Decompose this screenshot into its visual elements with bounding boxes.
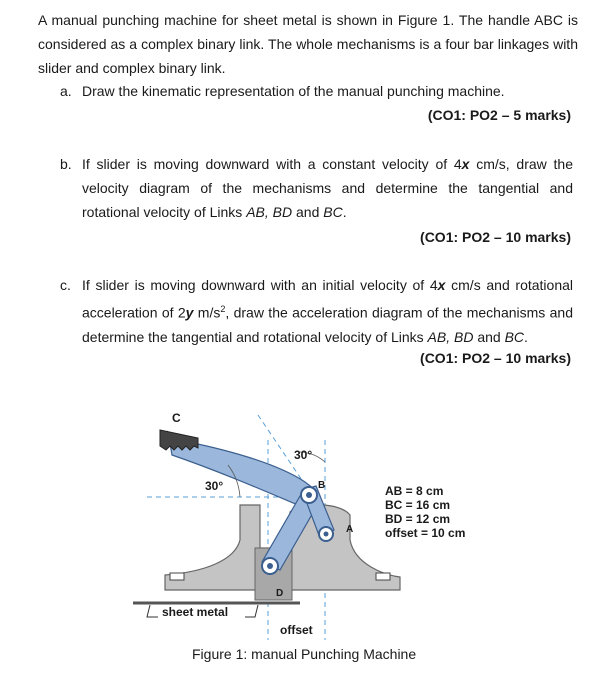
- pivot-d-pin: [267, 563, 273, 569]
- question-a-marks: (CO1: PO2 – 5 marks): [427, 107, 571, 123]
- dim-ab: AB = 8 cm: [385, 484, 444, 498]
- angle-left-label: 30°: [205, 479, 224, 493]
- question-b-label: b.: [60, 156, 72, 172]
- figure-caption: Figure 1: manual Punching Machine: [192, 646, 417, 662]
- sheet-metal-bracket-left: [147, 605, 158, 617]
- question-b-text: If slider is moving downward with a constant velocity of 4x cm/s, draw the velocity diagram of the mechanisms and determine the tangential and rotational velocity of Links AB, BD and BC.: [82, 156, 574, 220]
- dimension-list: [385, 484, 465, 540]
- offset-label: offset: [280, 623, 313, 637]
- dim-offset: offset = 10 cm: [385, 526, 466, 540]
- label-b: B: [318, 480, 326, 491]
- handle-grip: [160, 430, 198, 450]
- dim-bc: BC = 16 cm: [385, 498, 451, 512]
- base-bolt-right: [376, 573, 390, 580]
- pivot-a-pin: [324, 532, 329, 537]
- question-a-label: a.: [60, 83, 72, 99]
- pivot-b-pin: [306, 492, 312, 498]
- label-c: C: [172, 411, 181, 425]
- intro-paragraph: A manual punching machine for sheet metal is shown in Figure 1. The handle ABC is considered as a complex binary link. The whole mechanisms is a four bar linkages with slider and complex binary link.: [38, 12, 578, 76]
- label-a: A: [346, 524, 354, 535]
- question-c-marks: (CO1: PO2 – 10 marks): [420, 350, 571, 366]
- sheet-metal-label: sheet metal: [162, 605, 229, 619]
- question-b-marks: (CO1: PO2 – 10 marks): [420, 229, 571, 245]
- sheet-metal-bracket-right: [245, 605, 258, 617]
- label-d: D: [276, 588, 284, 599]
- angle-right-label: 30°: [294, 448, 313, 462]
- question-c-label: c.: [60, 277, 71, 293]
- question-c-text: If slider is moving downward with an initial velocity of 4x cm/s and rotational acceleration of 2y $m/s^2$, draw the acceleration diagram of the mechanisms and determine the tangential and rotational velocity of Links AB, BD and BC.: [82, 277, 574, 345]
- dim-bd: BD = 12 cm: [385, 512, 451, 526]
- base-bolt-left: [170, 573, 184, 580]
- question-a-text: Draw the kinematic representation of the manual punching machine.: [82, 83, 505, 99]
